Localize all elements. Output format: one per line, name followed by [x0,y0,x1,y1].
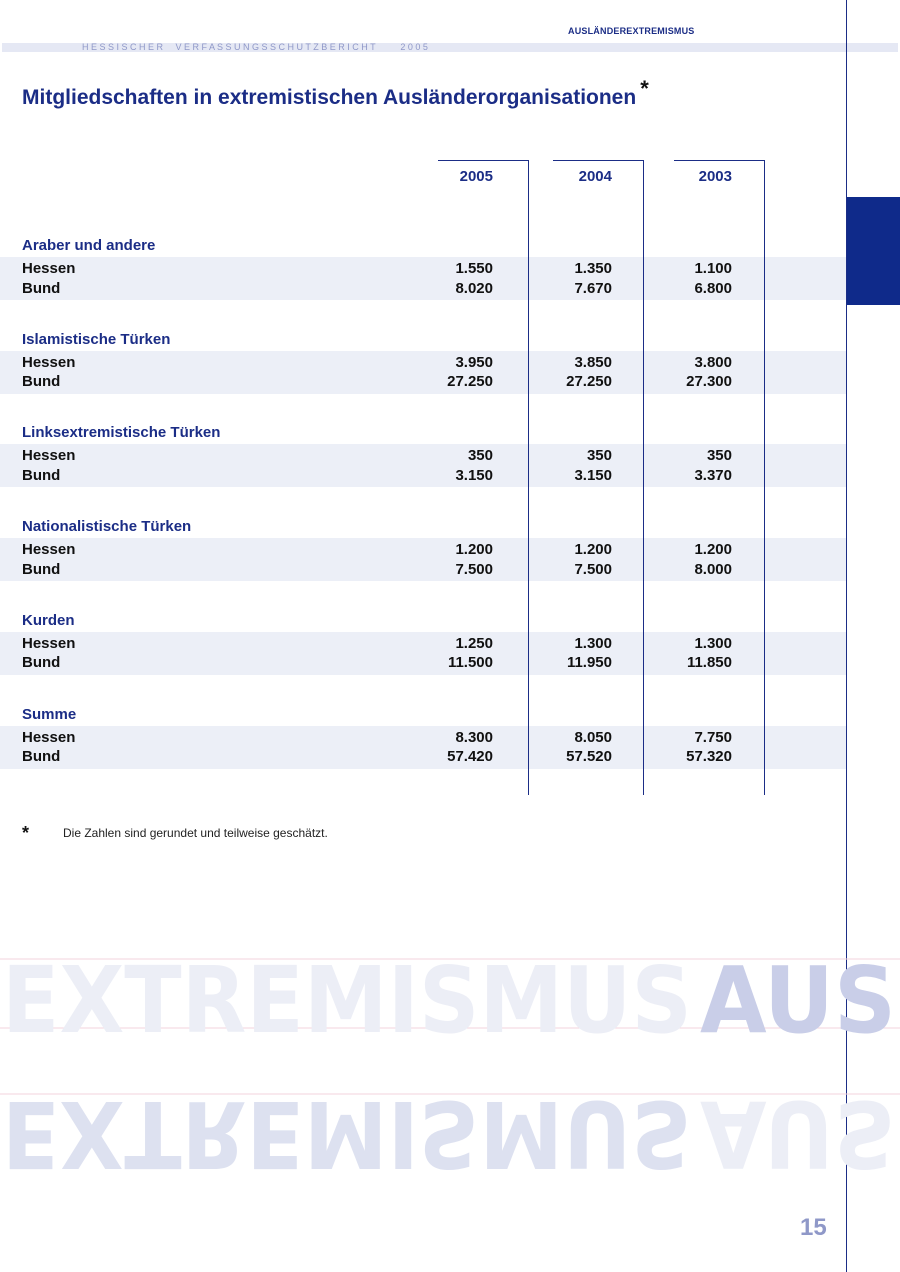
footnote-marker: * [22,823,30,843]
table-cell-value: 27.250 [566,373,612,391]
year-column-cap [438,160,529,161]
table-row-label: Hessen [22,260,76,277]
table-cell-value: 3.800 [694,353,732,371]
page-title-text: Mitgliedschaften in extremistischen Ausländerorganisationen [22,86,637,109]
table-row-label: Bund [22,560,61,578]
table-row-label: Hessen [22,634,76,652]
watermark-mirror-dark: AUS [700,1080,896,1187]
year-column-rule [764,160,765,795]
watermark-graphic [0,947,900,1187]
table-cell-value: 1.550 [455,260,493,277]
table-row-label: Hessen [22,447,76,465]
table-cell-value: 1.200 [694,541,732,559]
table-cell-value: 11.500 [447,654,493,672]
table-row-label: Bund [22,654,61,672]
watermark-word-light: EXTREMISMUS [2,947,692,1054]
table-cell-value: 1.250 [455,634,493,652]
year-column-cap [674,160,765,161]
table-row-label: Bund [22,748,61,765]
table-group-title: Linksextremistische Türken [22,424,221,442]
page-title [22,76,649,110]
footnote-text: Die Zahlen sind gerundet und teilweise geschätzt. [63,826,328,840]
table-cell-value: 57.320 [686,748,732,765]
table-cell-value: 6.800 [694,279,732,297]
table-cell-value: 11.950 [566,654,612,672]
table-cell-value: 7.500 [574,560,612,578]
year-column-cap [553,160,644,161]
table-cell-value: 27.300 [686,373,732,391]
table-row-label: Hessen [22,353,76,371]
table-cell-value: 11.850 [686,654,732,672]
running-head: AUSLÄNDEREXTREMISMUS [568,26,695,36]
table-cell-value: 1.200 [574,541,612,559]
table-cell-value: 1.200 [455,541,493,559]
header-band-text: H E S S I S C H E R V E R F A S S U N G S S C H U T Z B E R I C H T 2 0 0 5 [82,42,428,52]
table-cell-value: 7.670 [574,279,612,297]
year-column-rule [528,160,529,795]
watermark-mirror-light: EXTREMISMUS [2,1080,692,1187]
watermark-word-dark: AUS [700,947,896,1054]
table-cell-value: 27.250 [447,373,493,391]
table-cell-value: 57.420 [447,748,493,765]
table-cell-value: 8.300 [455,728,493,746]
table-cell-value: 350 [706,447,732,465]
table-row-label: Bund [22,279,61,297]
table-row-label: Bund [22,466,61,484]
table-cell-value: 350 [586,447,612,465]
title-footnote-marker: * [640,76,649,101]
year-header-1: 2004 [578,168,612,185]
table-row-label: Hessen [22,728,76,746]
year-header-2: 2003 [698,168,732,185]
table-cell-value: 3.950 [455,353,493,371]
table-group-title: Summe [22,705,77,723]
table-cell-value: 1.300 [694,634,732,652]
table-cell-value: 3.370 [694,466,732,484]
table-cell-value: 7.750 [694,728,732,746]
table-cell-value: 1.350 [574,260,612,277]
table-cell-value: 8.000 [694,560,732,578]
table-group-title: Kurden [22,611,75,629]
table-group-title: Nationalistische Türken [22,518,192,536]
chapter-tab [847,197,900,305]
table-cell-value: 8.050 [574,728,612,746]
table-group-title: Araber und andere [22,237,156,254]
year-header-0: 2005 [459,168,493,185]
table-cell-value: 3.850 [574,353,612,371]
table-cell-value: 8.020 [455,279,493,297]
table-row-label: Hessen [22,541,76,559]
table-row-label: Bund [22,373,61,391]
table-cell-value: 57.520 [566,748,612,765]
table-cell-value: 1.300 [574,634,612,652]
table-cell-value: 7.500 [455,560,493,578]
page-number: 15 [800,1214,827,1241]
table-cell-value: 1.100 [694,260,732,277]
table-group-title: Islamistische Türken [22,330,171,348]
table-cell-value: 3.150 [574,466,612,484]
year-column-rule [643,160,644,795]
table-cell-value: 3.150 [455,466,493,484]
table-cell-value: 350 [467,447,493,465]
